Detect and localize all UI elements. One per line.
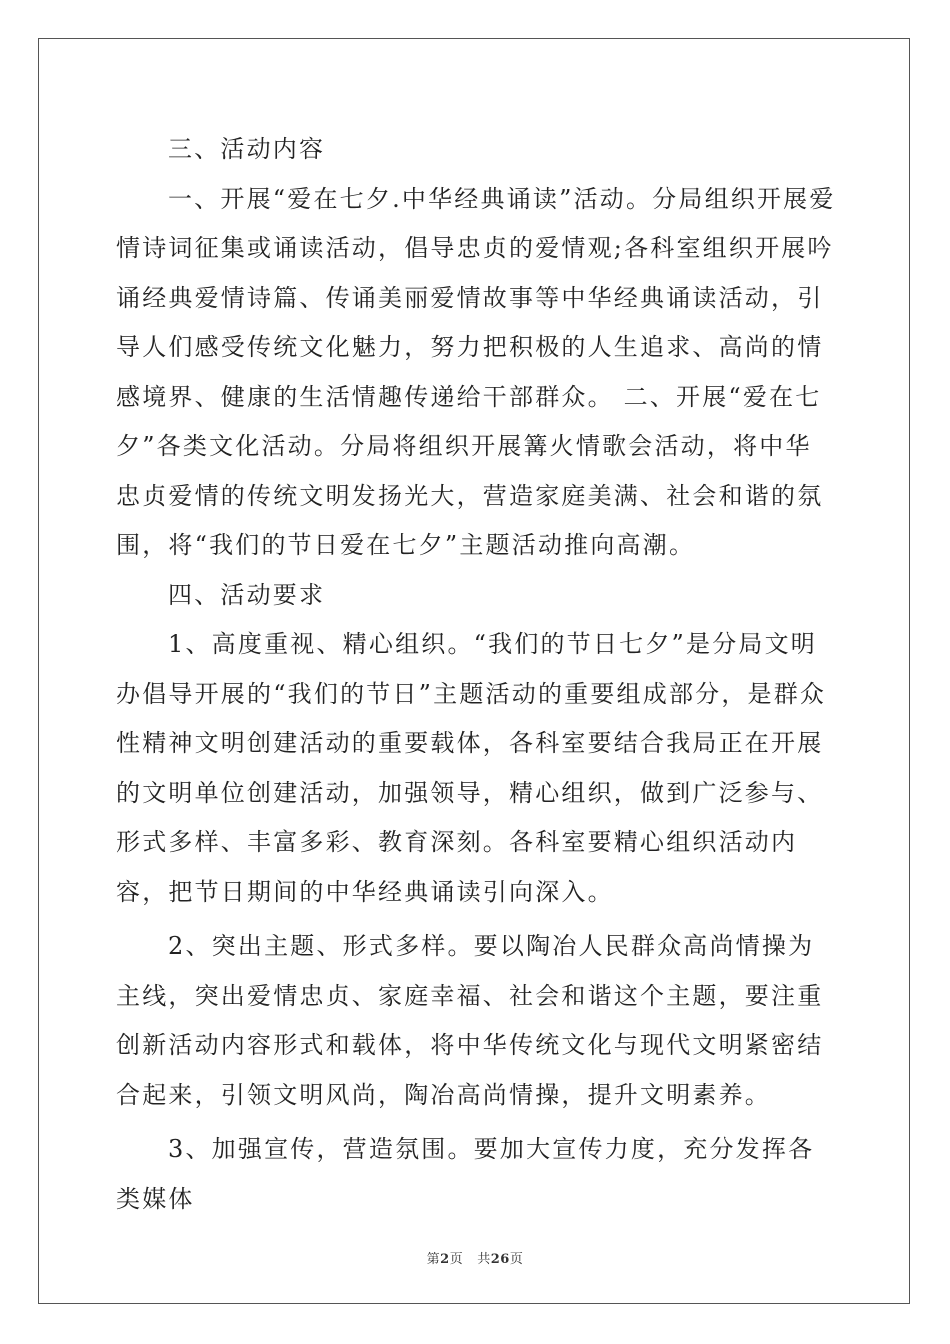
paragraph-activity-items: 一、开展“爱在七夕.中华经典诵读”活动。分局组织开展爱情诗词征集或诵读活动，倡导忠贞的爱情观;各科室组织开展吟诵经典爱情诗篇、传诵美丽爱情故事等中华经典诵读活动，引导人们感受传统文化魅力，努力把积极的人生追求、高尚的情感境界、健康的生活情趣传递给干部群众。 二、开展“爱在七夕”各类文化活动。分局将组织开展篝火情歌会活动，将中华忠贞爱情的传统文明发扬光大，营造家庭美满、社会和谐的氛围，将“我们的节日爱在七夕”主题活动推向高潮。	[116, 184, 836, 559]
total-pages: 26	[490, 1252, 510, 1267]
page-prefix: 第	[426, 1252, 441, 1267]
total-prefix: 共	[477, 1252, 491, 1267]
section-heading-activity-requirements: 四、活动要求	[168, 580, 326, 609]
document-body	[116, 125, 836, 1224]
section-heading-activity-content: 三、活动内容	[168, 135, 326, 163]
page-suffix: 页	[449, 1252, 464, 1267]
page-number: 2	[440, 1252, 450, 1267]
total-suffix: 页	[509, 1252, 524, 1267]
paragraph-requirement-1: 1、高度重视、精心组织。“我们的节日七夕”是分局文明办倡导开展的“我们的节日”主题活动的重要组成部分，是群众性精神文明创建活动的重要载体，各科室要结合我局正在开展的文明单位创建活动，加强领导，精心组织，做到广泛参与、形式多样、丰富多彩、教育深刻。各科室要精心组织活动内容，把节日期间的中华经典诵读引向深入。	[116, 630, 827, 906]
paragraph-requirement-3: 3、加强宣传，营造氛围。要加大宣传力度，充分发挥各类媒体	[116, 1135, 815, 1213]
page-footer	[0, 1248, 950, 1267]
paragraph-requirement-2: 2、突出主题、形式多样。要以陶冶人民群众高尚情操为主线，突出爱情忠贞、家庭幸福、社会和谐这个主题，要注重创新活动内容形式和载体，将中华传统文化与现代文明紧密结合起来，引领文明风尚，陶冶高尚情操，提升文明素养。	[116, 932, 824, 1109]
